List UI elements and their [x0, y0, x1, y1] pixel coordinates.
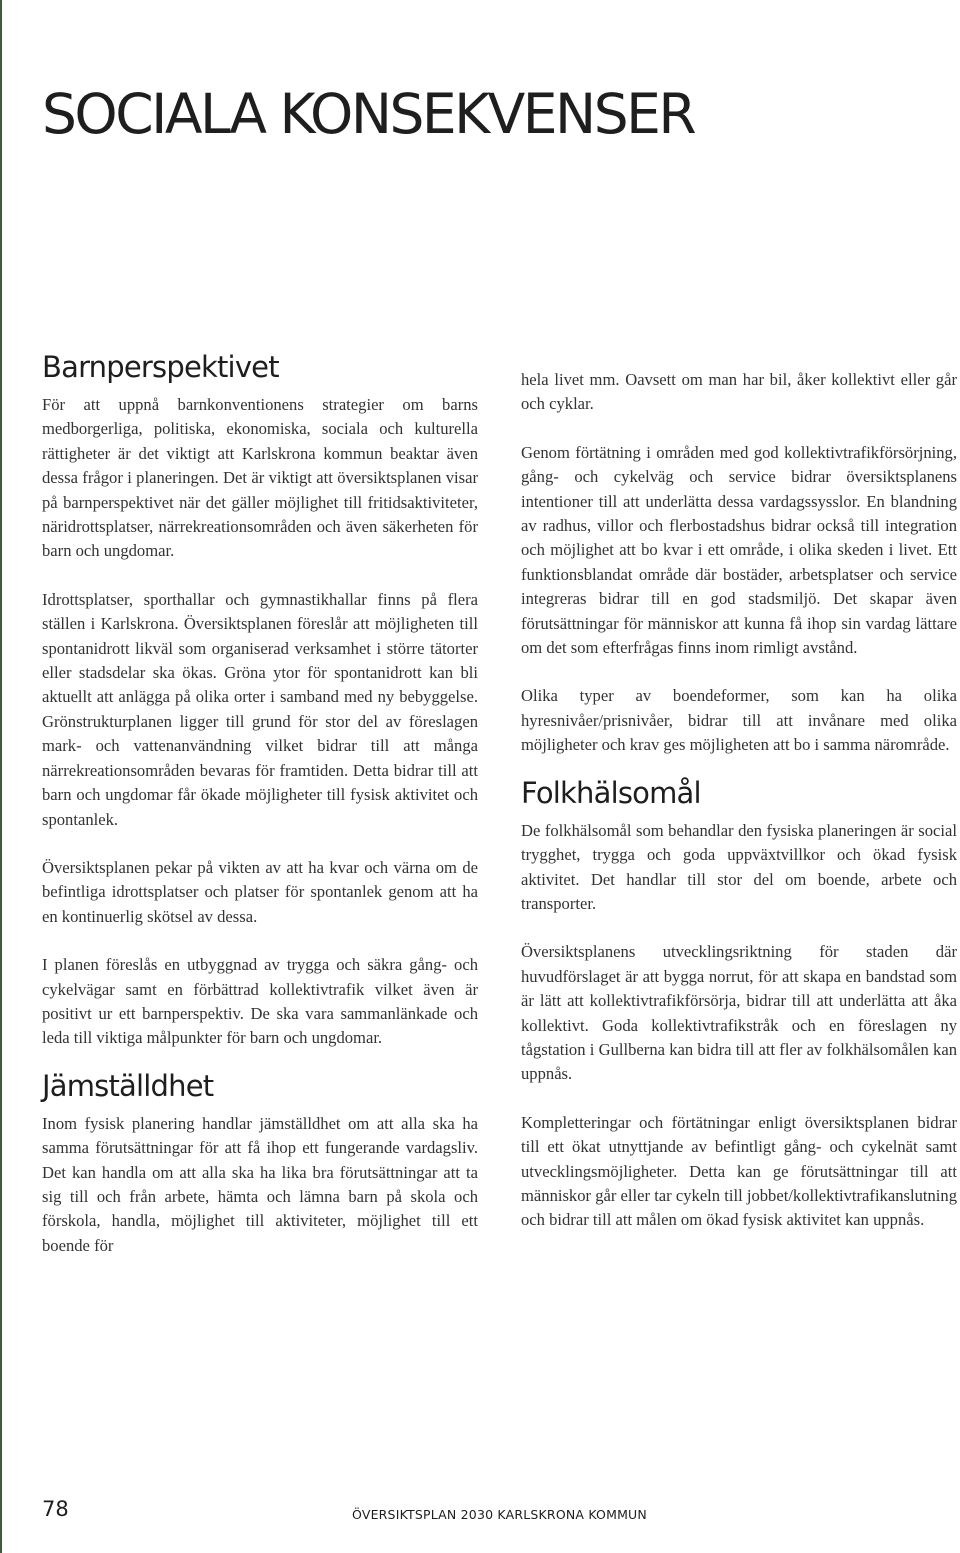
paragraph: De folkhälsomål som behandlar den fysiska planeringen är social trygghet, trygga och goda uppväxtvillkor och ökad fysisk aktivitet. Det handlar till stor del om boende, arbete och transporter. [521, 820, 957, 913]
paragraph: hela livet mm. Oavsett om man har bil, åker kollektivt eller går och cyklar. [521, 370, 957, 414]
paragraph: Översiktsplanens utvecklingsriktning för staden där huvudförslaget är att bygga norrut, för att skapa en bandstad som är lätt att kollektivtrafikförsörja, bidrar till att underlätta att åka kollektivt. Goda kollektivtrafikstråk och en föreslagen ny tågstation i Gullberna kan bidra till att fler av folkhälsomålen kan uppnås. [521, 942, 957, 1084]
page-number: 78 [42, 1497, 69, 1521]
paragraph: I planen föreslås en utbyggnad av trygga och säkra gång- och cykelvägar samt en förbättrad kollektivtrafik vilket även är positivt ur ett barnperspektiv. De ska vara sammanlänkade och leda till viktiga målpunkter för barn och ungdomar. [42, 955, 478, 1048]
left-column [42, 348, 478, 1282]
paragraph: Idrottsplatser, sporthallar och gymnastikhallar finns på flera ställen i Karlskrona. Översiktsplanen föreslår att möjligheten till spontanidrott likväl som organiserad verksamhet i större tätorter eller stadsdelar ska ökas. Gröna ytor för spontanidrott kan bli aktuellt att anlägga på olika orter i samband med ny bebyggelse. Grönstrukturplanen ligger till grund för stor del av föreslagen mark- och vattenanvändning vilket bidrar till att många närrekreationsområden bevaras för framtiden. Detta bidrar till att barn och ungdomar får ökade möjligheter till fysisk aktivitet och spontanlek. [42, 589, 478, 829]
paragraph: För att uppnå barnkonventionens strategier om barns medborgerliga, politiska, ekonomiska, sociala och kulturella rättigheter är det viktigt att Karlskrona kommun beaktar även dessa frågor i planeringen. Det är viktigt att översiktsplanen visar på barnperspektivet när det gäller möjlighet till fritidsaktiviteter, näridrottsplatser, närrekreationsområden och även säkerheten för barn och ungdomar. [42, 395, 478, 561]
heading-folkhalsomal: Folkhälsomål [521, 775, 701, 810]
paragraph: Kompletteringar och förtätningar enligt översiktsplanen bidrar till ett ökat utnyttjande av befintligt gång- och cykelnät samt utvecklingsmöjligheter. Detta kan ge förutsättningar till att människor går eller tar cykeln till jobbet/kollektivtrafikanslutning och bidrar till att målen om ökad fysisk aktivitet kan uppnås. [521, 1112, 957, 1230]
heading-barnperspektivet: Barnperspektivet [42, 350, 279, 384]
page-title: SOCIALA KONSEKVENSER [42, 82, 695, 146]
heading-jamstalldhet: Jämställdhet [42, 1068, 214, 1103]
right-column [521, 368, 957, 1257]
publication-footer: ÖVERSIKTSPLAN 2030 KARLSKRONA KOMMUN [352, 1507, 647, 1522]
paragraph: Genom förtätning i områden med god kollektivtrafikförsörjning, gång- och cykelväg och service bidrar översiktsplanens intentioner till att underlätta dessa vardagssysslor. En blandning av radhus, villor och flerbostadshus bidrar också till integration och möjlighet att bo kvar i ett område, i olika skeden i livet. Ett funktionsblandat område där bostäder, arbetsplatser och service integreras bidrar till en god stadsmiljö. Det skapar även förutsättningar för människor att kunna få ihop sin vardag lättare om det som efterfrågas finns inom rimligt avstånd. [521, 442, 957, 658]
page-edge-rule [0, 0, 2, 1553]
paragraph: Inom fysisk planering handlar jämställdhet om att alla ska ha samma förutsättningar för att få ihop ett fungerande vardagsliv. Det kan handla om att alla ska ha lika bra förutsättningar att ta sig till och från arbete, hämta och lämna barn på skola och förskola, handla, möjlighet till aktiviteter, möjlighet till ett boende för [42, 1113, 478, 1255]
paragraph: Översiktsplanen pekar på vikten av att ha kvar och värna om de befintliga idrottsplatser och platser för spontanlek genom att ha en kontinuerlig skötsel av dessa. [42, 857, 478, 926]
paragraph: Olika typer av boendeformer, som kan ha olika hyresnivåer/prisnivåer, bidrar till att invånare med olika möjligheter och krav ges möjligheten att bo i samma närområde. [521, 686, 957, 755]
